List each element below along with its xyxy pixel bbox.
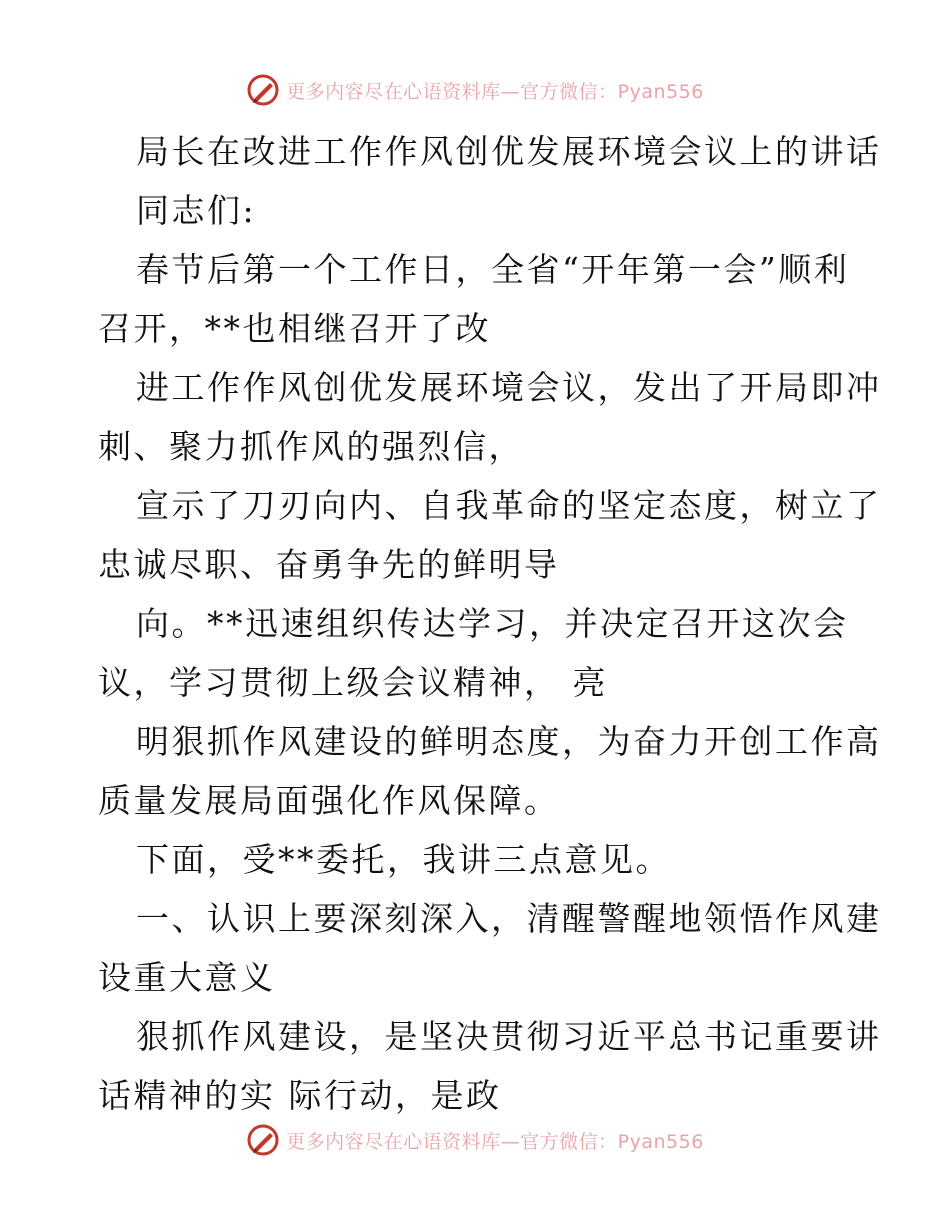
section-heading-cont: 设重大意义 <box>98 958 276 997</box>
text-line: 召开，**也相继召开了改 <box>98 309 491 348</box>
pen-logo-icon <box>246 1123 280 1157</box>
text-line: 向。**迅速组织传达学习，并决定召开这次会 <box>136 604 849 643</box>
salutation: 同志们: <box>136 191 257 230</box>
text-line: 春节后第一个工作日，全省“开年第一会”顺利 <box>136 250 850 289</box>
watermark-text: 更多内容尽在心语资料库—官方微信：Pyan556 <box>286 1130 704 1153</box>
text-line: 下面，受**委托，我讲三点意见。 <box>136 840 671 879</box>
text-line: 狠抓作风建设，是坚决贯彻习近平总书记重要讲 <box>136 1017 882 1056</box>
text-line: 议，学习贯彻上级会议精神， 亮 <box>98 663 608 702</box>
header-watermark <box>0 70 950 110</box>
text-line: 话精神的实 际行动，是政 <box>98 1076 502 1115</box>
text-line: 宣示了刀刃向内、自我革命的坚定态度，树立了 <box>136 486 882 525</box>
text-line: 进工作作风创优发展环境会议，发出了开局即冲 <box>136 368 882 407</box>
section-heading: 一、认识上要深刻深入，清醒警醒地领悟作风建 <box>136 899 882 938</box>
pen-logo-icon <box>246 73 280 107</box>
footer-watermark <box>0 1120 950 1160</box>
text-line: 质量发展局面强化作风保障。 <box>98 781 560 820</box>
text-line: 明狠抓作风建设的鲜明态度，为奋力开创工作高 <box>136 722 882 761</box>
text-line: 忠诚尽职、奋勇争先的鲜明导 <box>98 545 560 584</box>
watermark-text: 更多内容尽在心语资料库—官方微信：Pyan556 <box>286 80 704 103</box>
document-body <box>98 122 882 1125</box>
text-line: 刺、聚力抓作风的强烈信， <box>98 427 524 466</box>
document-title: 局长在改进工作作风创优发展环境会议上的讲话 <box>136 132 882 171</box>
